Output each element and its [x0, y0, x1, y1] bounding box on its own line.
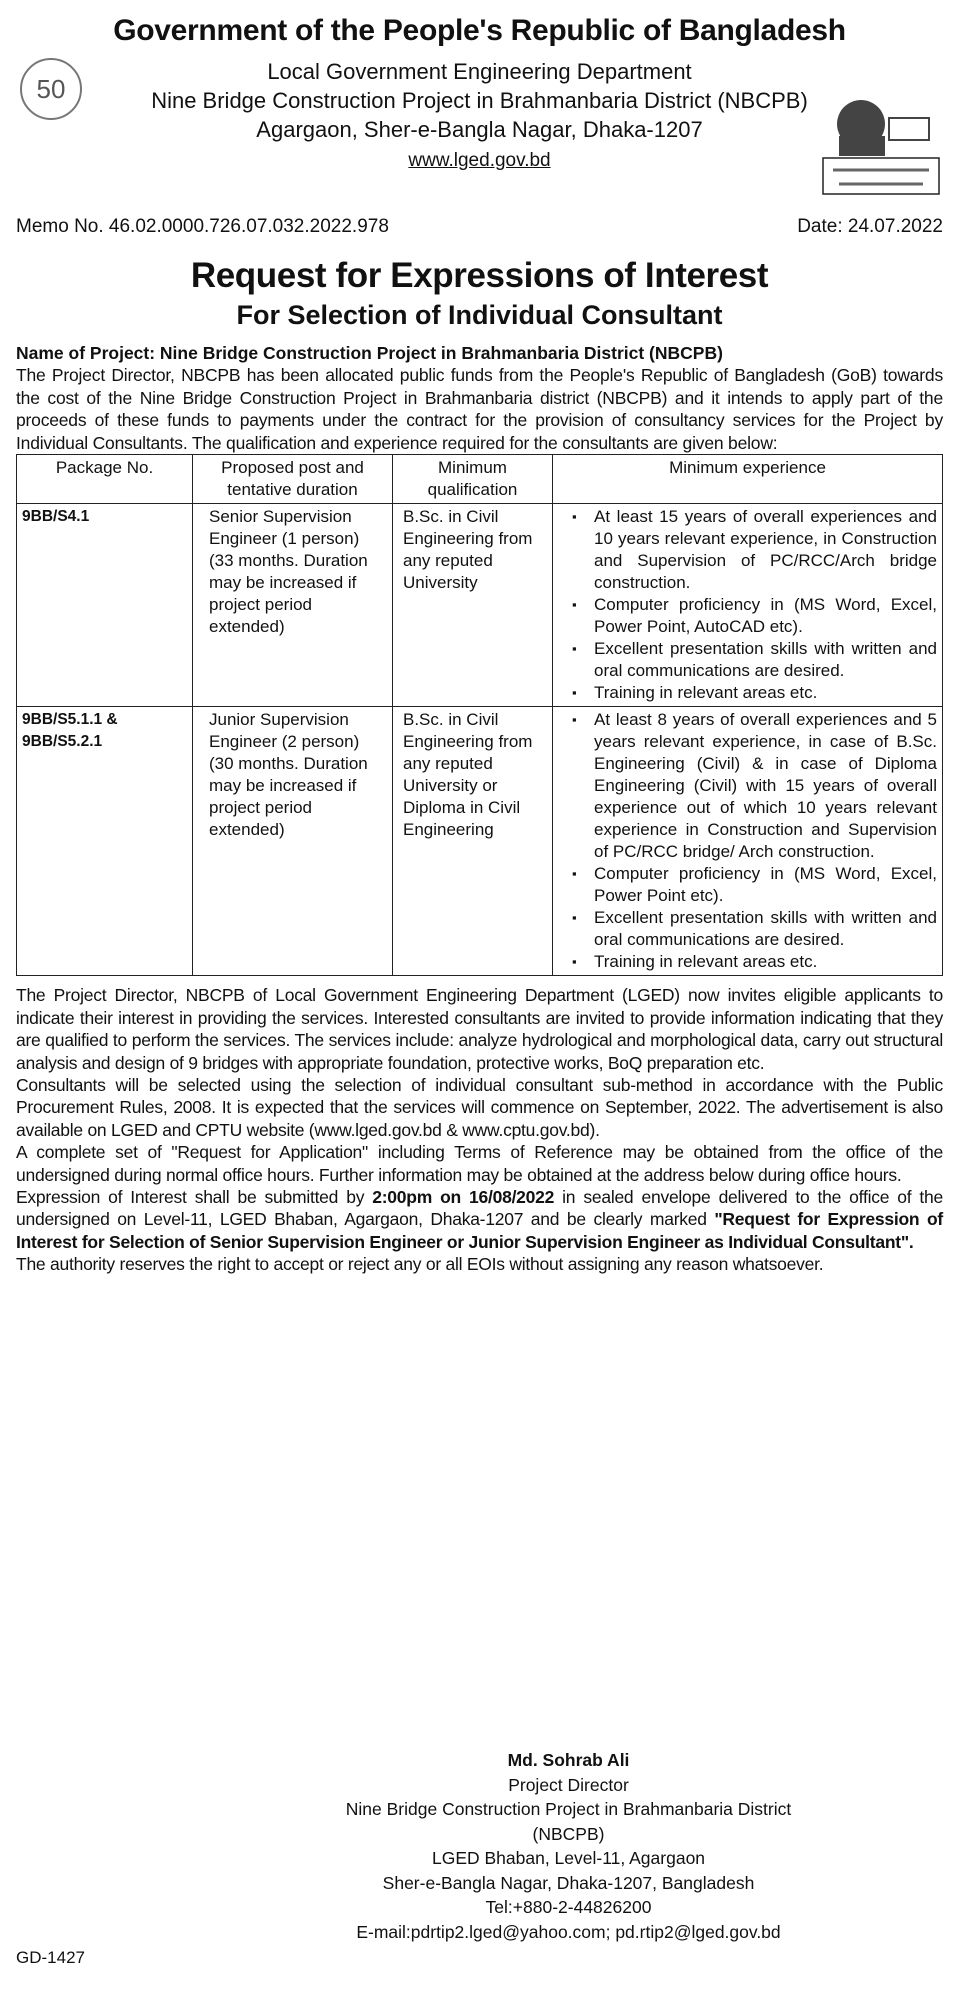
signatory-email[interactable]: E-mail:pdrtip2.lged@yahoo.com; pd.rtip2@lged.gov.bd [356, 1921, 781, 1942]
notice-title: Request for Expressions of Interest [190, 256, 769, 295]
svg-text:50: 50 [36, 74, 66, 104]
notice-body [16, 984, 943, 1275]
list-item: ▪ Excellent presentation skills with written and oral communications are desired. [594, 638, 937, 682]
services-paragraph: The Project Director, NBCPB of Local Government Engineering Department (LGED) now invites eligible applicants to indicate their interest in providing the services. Interested consultants are invited to provide information indicating that they are qualified to perform the services. The services include: analyze hydrological and morphological data, carry out structural analysis and design of 9 bridges with appropriate foundation, protective works, BoQ preparation etc. [16, 985, 943, 1073]
signature-block [0, 1748, 957, 1944]
consultant-requirements-table [16, 454, 943, 976]
signatory-project-abbr: (NBCPB) [532, 1823, 605, 1844]
footer-code: GD-1427 [16, 1948, 85, 1967]
signatory-role: Project Director [508, 1774, 629, 1795]
application-paragraph: A complete set of "Request for Application" including Terms of Reference may be obtained from the office of the undersigned during normal office hours. Further information may be obtained at the address below during office hours. [16, 1142, 943, 1185]
header-experience: Minimum experience [553, 455, 943, 504]
signatory-project: Nine Bridge Construction Project in Brahmanbaria District [345, 1799, 792, 1819]
header-qualification: Minimum qualification [393, 455, 553, 504]
signatory-address-2: Sher-e-Bangla Nagar, Dhaka-1207, Bangladesh [382, 1872, 755, 1893]
header-post: Proposed post and tentative duration [193, 455, 393, 504]
project-name-header: Nine Bridge Construction Project in Brahmanbaria District (NBCPB) [151, 88, 808, 113]
package-no: 9BB/S5.1.1 & 9BB/S5.2.1 [17, 707, 193, 976]
table-row [17, 707, 943, 976]
list-item: ▪ Computer proficiency in (MS Word, Excel, Power Point, AutoCAD etc). [594, 594, 937, 638]
table-row [17, 504, 943, 707]
authority-paragraph: The authority reserves the right to accept or reject any or all EOIs without assigning any reason whatsoever. [16, 1254, 824, 1275]
submission-paragraph [16, 1186, 943, 1253]
memo-date: Date: 24.07.2022 [797, 216, 943, 237]
memo-line [16, 216, 943, 252]
header-package: Package No. [17, 455, 193, 504]
list-item: ▪ At least 8 years of overall experiences and 5 years relevant experience, in case of B.Sc. Engineering (Civil) & in case of Diploma Engineering (Civil) with 15 years of overall experience out of which 10 years relevant experience in Construction and Supervision of PC/RCC bridge/ Arch construction. [594, 709, 937, 863]
government-title: Government of the People's Republic of Bangladesh [113, 14, 846, 47]
proposed-post: Senior Supervision Engineer (1 person) (33 months. Duration may be increased if project period extended) [193, 504, 393, 707]
memo-number: Memo No. 46.02.0000.726.07.032.2022.978 [16, 216, 389, 237]
proposed-post: Junior Supervision Engineer (2 person) (30 months. Duration may be increased if project period extended) [193, 707, 393, 976]
list-item: ▪ Training in relevant areas etc. [594, 682, 937, 704]
website-link[interactable]: www.lged.gov.bd [408, 150, 551, 171]
department-name: Local Government Engineering Department [267, 59, 692, 84]
table-header-row [17, 455, 943, 504]
intro-paragraph: The Project Director, NBCPB has been allocated public funds from the People's Republic of Bangladesh (GoB) towards the cost of the Nine Bridge Construction Project in Brahmanbaria district (NBCPB) and it intends to apply part of the proceeds of these funds to payments under the contract for the provision of consultancy services for the Project by Individual Consultants. The qualification and experience required for the consultants are given below: [16, 365, 943, 453]
signatory-phone: Tel:+880-2-44826200 [485, 1897, 652, 1917]
minimum-qualification: B.Sc. in Civil Engineering from any reputed University or Diploma in Civil Engineering [393, 707, 553, 976]
submission-text-b: in sealed envelope delivered to the office of the undersigned on Level-11, LGED Bhaban, Agargaon, Dhaka-1207 and be clearly marked [16, 1187, 943, 1230]
submission-text-a: Expression of Interest shall be submitted by [16, 1187, 373, 1208]
minimum-experience [553, 504, 943, 707]
project-name-line: Name of Project: Nine Bridge Construction Project in Brahmanbaria District (NBCPB) [16, 343, 723, 363]
minimum-qualification: B.Sc. in Civil Engineering from any reputed University [393, 504, 553, 707]
package-no: 9BB/S4.1 [17, 504, 193, 707]
notice-subtitle: For Selection of Individual Consultant [236, 300, 723, 330]
selection-paragraph: Consultants will be selected using the selection of individual consultant sub-method in accordance with the Public Procurement Rules, 2008. It is expected that the services will commence on September, 2022. The advertisement is also available on LGED and CPTU website (www.lged.gov.bd & www.cptu.gov.bd). [16, 1075, 943, 1140]
list-item: ▪ Training in relevant areas etc. [594, 951, 937, 973]
list-item: ▪ Computer proficiency in (MS Word, Excel, Power Point etc). [594, 863, 937, 907]
signatory-name: Md. Sohrab Ali [507, 1750, 630, 1770]
list-item: ▪ Excellent presentation skills with written and oral communications are desired. [594, 907, 937, 951]
signatory-address-1: LGED Bhaban, Level-11, Agargaon [431, 1848, 706, 1868]
list-item: ▪ At least 15 years of overall experiences and 10 years relevant experience, in Construction and Supervision of PC/RCC/Arch bridge construction. [594, 506, 937, 594]
address-line: Agargaon, Sher-e-Bangla Nagar, Dhaka-1207 [256, 117, 703, 142]
submission-deadline: 2:00pm on 16/08/2022 [372, 1187, 555, 1208]
portrait-emblem-icon [821, 90, 941, 196]
letterhead [16, 14, 943, 210]
minimum-experience [553, 707, 943, 976]
submission-marking: "Request for Expression of Interest for Selection of Senior Supervision Engineer or Junior Supervision Engineer as Individual Consultant". [16, 1209, 943, 1252]
